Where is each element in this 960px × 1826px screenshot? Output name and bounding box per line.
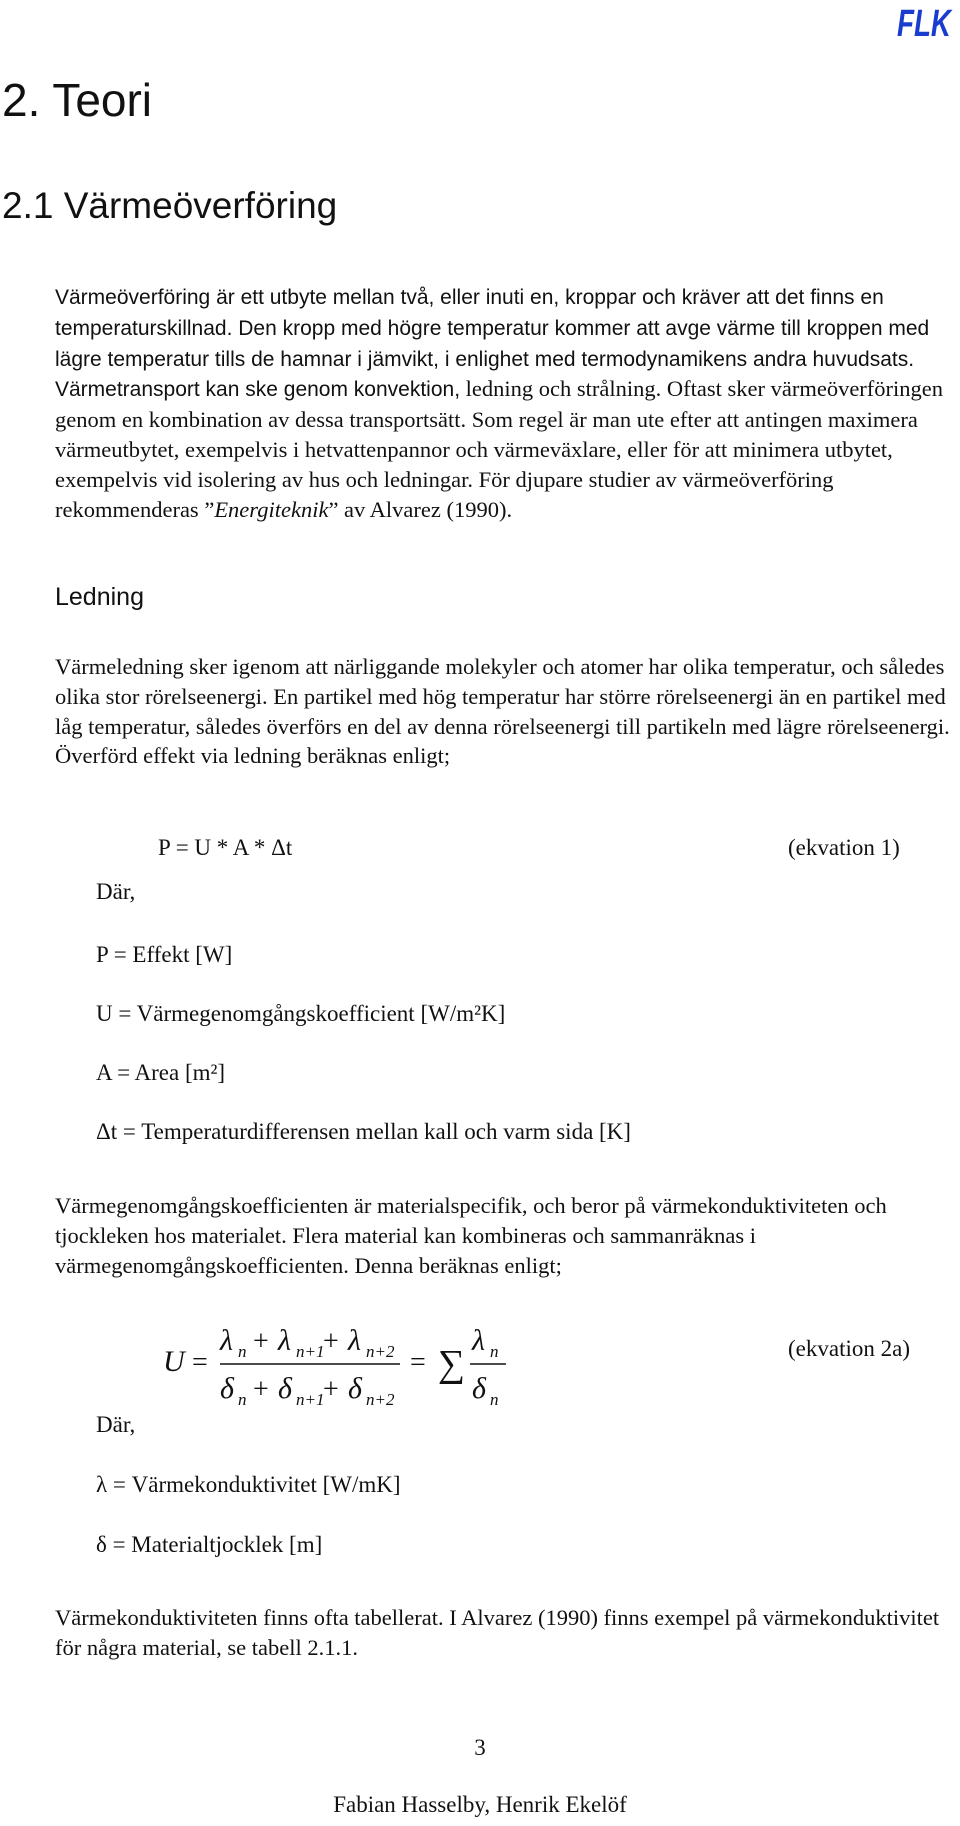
ledning-paragraph: Värmeledning sker igenom att närliggande molekyler och atomer har olika temperatur, och således olika stor rörelseenergi. En partikel med hög temperatur har större rörelseenergi än en partikel med låg temperatur, således överförs en del av denna rörelseenergi till partikeln med lägre rörelseenergi. Överförd effekt via ledning beräknas enligt; [55,654,950,769]
dar-label-1: Där, [96,879,136,904]
eq2-num-1-sub: n [238,1342,247,1361]
definition-dt: Δt = Temperaturdifferensen mellan kall och varm sida [K] [96,1119,631,1144]
logo-text: FLK [897,3,953,44]
eq2-rhs-den-sub: n [490,1390,499,1409]
intro-paragraph [55,282,950,524]
eq2-den-1: δ [220,1372,234,1405]
coefficient-paragraph: Värmegenomgångskoefficienten är materialspecifik, och beror på värmekonduktiviteten och tjockleken hos materialet. Flera material kan kombineras och sammanräknas i värmegenomgångskoefficienten. Denna beräknas enligt; [55,1193,887,1278]
eq2-den-3-sub: n+2 [366,1390,395,1409]
eq2-plus-3: + [253,1374,269,1405]
eq2-rhs-num-sub: n [490,1342,499,1361]
definition-p: P = Effekt [W] [96,942,233,967]
definition-delta: δ = Materialtjocklek [m] [96,1532,323,1557]
eq2-rhs-num: λ [472,1324,485,1357]
definition-u: U = Värmegenomgångskoefficient [W/m²K] [96,1001,506,1026]
section-title: 2.1 Värmeöverföring [2,185,338,226]
page-footer: Fabian Hasselby, Henrik Ekelöf [333,1792,627,1817]
intro-text-b: ledning och strålning. Oftast sker värmeöverföringen genom en kombination av dessa transportsätt. Som regel är man ute efter att antingen maximera värmeutbytet, exempelvis i hetvattenpannor och värmeväxlare, eller för att minimera utbytet, exempelvis vid isolering av hus och ledningar. För djupare studier av värmeöverföring rekommenderas ” [55,376,944,522]
eq2-plus-1: + [253,1326,269,1357]
eq2-lhs: U [163,1345,185,1378]
eq2-den-2-sub: n+1 [296,1390,325,1409]
subsection-title: Ledning [55,583,144,611]
equation-2-label: (ekvation 2a) [788,1336,910,1361]
intro-text-a: Värmeöverföring är ett utbyte mellan två, eller inuti en, kroppar och kräver att det finns en temperaturskillnad. Den kropp med högre temperatur kommer att avge värme till kroppen med lägre temperatur tills de hamnar i jämvikt, i enlighet med termodynamikens andra huvudsats. Värmetransport kan ske genom konvektion, [55,286,930,402]
conductivity-paragraph: Värmekonduktiviteten finns ofta tabellerat. I Alvarez (1990) finns exempel på värmekonduktivitet för några material, se tabell 2.1.1. [55,1605,940,1660]
eq2-plus-4: + [323,1374,339,1405]
eq2-equals: = [192,1347,208,1378]
intro-text-c: ” av Alvarez (1990). [328,496,513,522]
definition-a: A = Area [m²] [96,1060,226,1085]
eq2-num-3-sub: n+2 [366,1342,395,1361]
equation-2 [158,1310,628,1410]
dar-label-2: Där, [96,1412,136,1437]
definition-lambda: λ = Värmekonduktivitet [W/mK] [96,1472,401,1497]
eq2-num-2: λ [278,1324,291,1357]
flk-logo [895,0,953,44]
eq2-num-2-sub: n+1 [296,1342,325,1361]
eq2-den-2: δ [278,1372,292,1405]
eq2-den-1-sub: n [238,1390,247,1409]
equation-1: P = U * A * Δt [158,835,293,860]
eq2-equals-2: = [410,1347,426,1378]
eq2-den-3: δ [348,1372,362,1405]
eq2-num-3: λ [348,1324,361,1357]
page-number: 3 [474,1735,486,1760]
eq2-num-1: λ [220,1324,233,1357]
reference-title: Energiteknik [214,496,329,522]
chapter-title: 2. Teori [2,74,153,126]
eq2-sum: ∑ [438,1343,466,1385]
eq2-rhs-den: δ [472,1372,486,1405]
equation-1-label: (ekvation 1) [788,835,900,860]
eq2-plus-2: + [323,1326,339,1357]
